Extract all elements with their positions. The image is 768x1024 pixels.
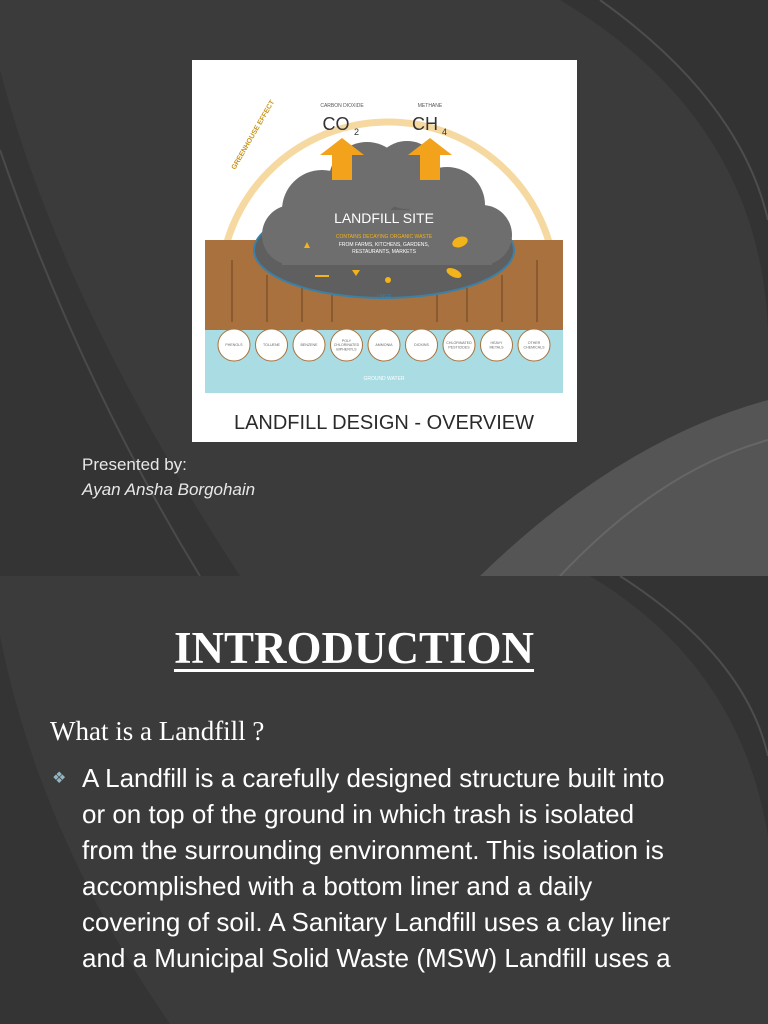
chemical-label: PHENOLS [225,343,243,348]
chemical-label: HEAVY METALS [489,341,504,350]
site-line-1: CONTAINS DECAYING ORGANIC WASTE [335,234,433,240]
diagram-caption: LANDFILL DESIGN - OVERVIEW [233,412,535,434]
presented-by-label: Presented by: [82,455,187,474]
diamond-bullet-icon: ❖ [52,770,67,787]
chemical-label: POLY CHLORINATED BIPHENYLS [333,339,360,352]
chemical-label: AMMONIA [375,343,393,348]
chemical-label: BENZENE [300,343,318,348]
bullet-paragraph: A Landfill is a carefully designed structure built into or on top of the ground in which trash is isolated from the surrounding environment. This isolation is accomplished with a bottom liner and a daily covering of soil. A Sanitary Landfill uses a clay liner and a Municipal Solid Waste (MSW) Landfill uses a [82,763,671,973]
ch4-caption: METHANE [417,103,443,109]
slide-title: INTRODUCTION [173,623,535,673]
co2-subscript: 2 [354,127,360,137]
author-name: Ayan Ansha Borgohain [82,480,256,499]
chemical-label: TOLUENE [263,343,280,348]
chemical-label: DIOXINS [414,343,429,348]
landfill-site-title: LANDFILL SITE [334,210,434,226]
question-heading: What is a Landfill ? [50,716,265,746]
greenhouse-label: GREENHOUSE EFFECT [230,99,277,171]
co2-caption: CARBON DIOXIDE [320,103,364,109]
chemical-circles [218,329,550,361]
ch4-formula: CH [412,114,438,134]
chemical-label: CHLORINATED PESTICIDES [446,341,472,350]
groundwater-label: GROUND WATER [363,376,405,382]
liner-label: LINER [376,294,392,300]
site-line-2: FROM FARMS, KITCHENS, GARDENS, [338,242,430,248]
chemical-label: OTHER CHEMICALS [523,341,545,350]
site-line-3: RESTAURANTS, MARKETS [352,249,416,255]
landfill-diagram [192,60,577,442]
co2-formula: CO [322,114,350,134]
ch4-subscript: 4 [442,127,448,137]
